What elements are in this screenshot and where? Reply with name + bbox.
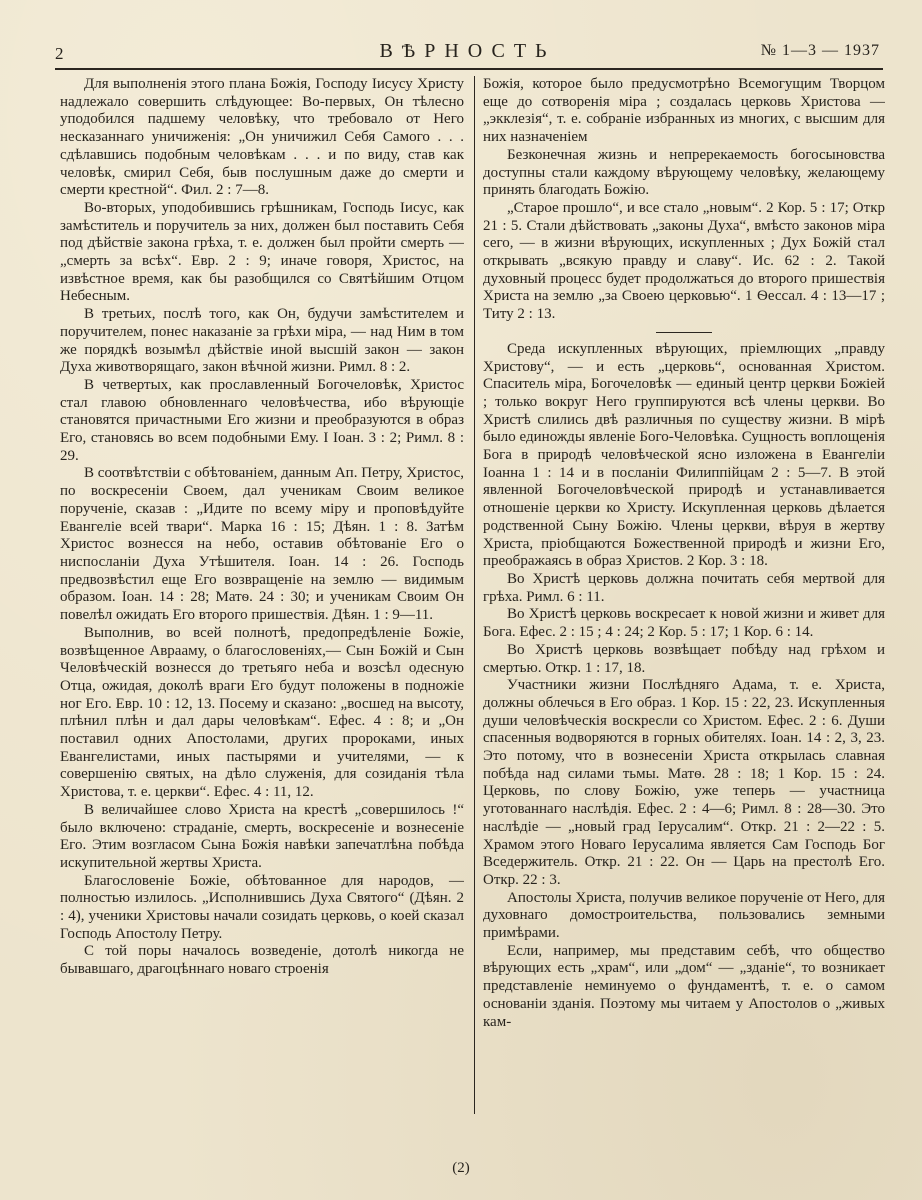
paragraph: Во Христѣ церковь воскресает к новой жизни и живет для Бога. Ефес. 2 : 15 ; 4 : 24; 2 Кор. 5 : 17; 1 Кор. 6 : 14.: [483, 606, 885, 641]
page-footer: (2): [452, 1160, 470, 1176]
paragraph: Во-вторых, уподобившись грѣшникам, Господь Іисус, как замѣститель и поручитель за них, должен был поставить Себя под дѣйствіе закона грѣха, т. е. должен был пройти смерть — „смерть за всѣх“. Евр. 2 : 9; иначе говоря, Христос, на извѣстное время, как бы разобщился со Святѣйшим Отцом Небесным.: [60, 199, 464, 305]
page-header: [55, 40, 880, 68]
paragraph: „Старое прошло“, и все стало „новым“. 2 Кор. 5 : 17; Откр 21 : 5. Стали дѣйствовать „законы Духа“, вмѣсто законов міра сего, — в жизни вѣрующих, искупленных ; Дух Божій стал открывать „всякую правду и славу“. Ис. 62 : 2. Такой духовный процесс будет продолжаться до второго пришествія Христа на землю „за Своею церковью“. 1 Ѳессал. 4 : 13—17 ; Титу 2 : 13.: [483, 199, 885, 323]
paragraph: Среда искупленных вѣрующих, пріемлющих „правду Христову“, — и есть „церковь“, основанная Христом. Спаситель міра, Богочеловѣк — единый центр церкви Божіей ; только вокруг Него группируются всѣ члены церкви. Во Христѣ слились двѣ различныя по существу жизни. В мірѣ было единожды явленіе Бого-Человѣка. Сущность воплощенія Бога в природѣ человѣческой ясно изложена в Евангеліи Іоанна 1 : 14 и в посланіи Филиппійцам 2 : 5—7. В этой явленной Богочеловѣческой природѣ и устанавливается отношеніе церкви ко Христу. Искупленная церковь дѣлается родственной Сыну Божію. Члены церкви, вѣруя в жертву Христа, пріобщаются Божественной природѣ и жизни Его, преображаясь в образ Христов. 2 Кор. 3 : 18.: [483, 340, 885, 570]
journal-title: ВѢРНОСТЬ: [379, 40, 556, 62]
paragraph: Благословеніе Божіе, обѣтованное для народов, — полностью излилось. „Исполнившись Духа Святого“ (Дѣян. 2 : 4), ученики Христовы начали созидать церковь, о коей сказал Господь Апостолу Петру.: [60, 872, 464, 942]
paragraph: Во Христѣ церковь должна почитать себя мертвой для грѣха. Римл. 6 : 11.: [483, 570, 885, 605]
right-column: [483, 76, 885, 1116]
paragraph: В третьих, послѣ того, как Он, будучи замѣстителем и поручителем, понес наказаніе за грѣхи міра, — над Ним в том же порядкѣ возымѣл дѣйствіе иной высшій закон — закон Духа животворящаго, закон вѣчной жизни. Римл. 8 : 2.: [60, 306, 464, 376]
paragraph: С той поры началось возведеніе, дотолѣ никогда не бывавшаго, драгоцѣннаго новаго строенія: [60, 943, 464, 978]
paragraph: В соотвѣтствіи с обѣтованіем, данным Ап. Петру, Христос, по воскресеніи Своем, дал ученикам Своим великое порученіе, сказав : „Идите по всему міру и проповѣдуйте Евангеліе всей твари“. Марка 16 : 15; Дѣян. 1 : 8. Затѣм Христос вознесся на небо, оставив обѣтованіе Его о ниспосланіи Духа Утѣшителя. Іоан. 14 : 26. Господь предвозвѣстил еще Его возвращеніе на землю — видимым образом. Іоан. 14 : 28; Матѳ. 24 : 30; и ученикам Своим Он повелѣл ожидать Его второго пришествія. Дѣян. 1 : 9—11.: [60, 465, 464, 624]
section-separator: [656, 332, 712, 333]
page-number: 2: [55, 44, 64, 63]
paragraph: Выполнив, во всей полнотѣ, предопредѣленіе Божіе, возвѣщенное Аврааму, о благословеніях,— Сын Божій и Сын Человѣческій вознесся до третьяго неба и возсѣл одесную Отца, ожидая, доколѣ враги Его будут положены в подножіе ног Его. Евр. 10 : 12, 13. Посему и сказано: „восшед на высоту, плѣнил плѣн и дал дары человѣкам“. Ефес. 4 : 8; и „Он поставил одних Апостолами, других пророками, иных Евангелистами, иных пастырями и учителями, — к совершенію святых, на дѣло служенія, для созиданія тѣла Христова, т. е. церкви“. Ефес. 4 : 11, 12.: [60, 624, 464, 801]
paragraph: В величайшее слово Христа на крестѣ „совершилось !“ было включено: страданіе, смерть, воскресеніе и вознесеніе Его. Этим возгласом Сына Божія навѣки запечатлѣна побѣда искупительной жертвы Христа.: [60, 801, 464, 871]
paragraph: В четвертых, как прославленный Богочеловѣк, Христос стал главою обновленнаго человѣчества, ибо вѣрующіе становятся причастными Его жизни и преобразуются в образ Его, становясь во всем подобными Ему. I Іоан. 3 : 2; Римл. 8 : 29.: [60, 376, 464, 464]
issue-number: № 1—3 — 1937: [760, 42, 880, 59]
paragraph: Апостолы Христа, получив великое порученіе от Него, для духовнаго домостроительства, пользовались земными примѣрами.: [483, 889, 885, 942]
paragraph: Божія, которое было предусмотрѣно Всемогущим Творцом еще до сотворенія міра ; создалась церковь Христова — „экклезія“, т. е. собраніе избранных из многих, с высшим для них назначеніем: [483, 76, 885, 146]
header-rule: [55, 68, 883, 70]
paragraph: Если, например, мы представим себѣ, что общество вѣрующих есть „храм“, или „дом“ — „зданіе“, то возникает представленіе неминуемо о фундаментѣ, т. е. о самом основаніи зданія. Поэтому мы читаем у Апостолов о „живых кам-: [483, 942, 885, 1030]
left-column: [60, 76, 464, 1116]
paragraph: Участники жизни Послѣдняго Адама, т. е. Христа, должны облечься в Его образ. 1 Кор. 15 : 22, 23. Искупленныя души человѣческія воскресли со Христом. Ефес. 2 : 6. Души спасенныя водворяются в горных обителях. Іоан. 14 : 2, 3, 23. Это потому, что в вознесеніи Христа открылась славная побѣда над силами тьмы. Матѳ. 28 : 18; 1 Кор. 15 : 24. Церковь, по слову Божію, уже теперь — участница уготованнаго наслѣдія. Ефес. 2 : 4—6; Римл. 8 : 28—30. Это наслѣдіе — „новый град Іерусалим“. Откр. 21 : 2—22 : 5. Храмом этого Новаго Іерусалима является Сам Господь Бог Вседержитель. Откр. 21 : 22. Он — Царь на престолѣ Его. Откр. 22 : 3.: [483, 677, 885, 888]
paragraph: Для выполненія этого плана Божія, Господу Іисусу Христу надлежало совершить слѣдующее: Во-первых, Он тѣлесно уподобился падшему человѣку, что требовало от Него несказаннаго уничиженія: „Он уничижил Себя Самого . . . сдѣлавшись подобным человѣкам . . . и по виду, став как человѣк, смирил Себя, быв послушным даже до смерти и смерти крестной“. Фил. 2 : 7—8.: [60, 76, 464, 199]
column-divider: [474, 76, 475, 1114]
paragraph: Во Христѣ церковь возвѣщает побѣду над грѣхом и смертью. Откр. 1 : 17, 18.: [483, 641, 885, 676]
paragraph: Безконечная жизнь и непререкаемость богосыновства доступны стали каждому вѣрующему человѣку, желающему принять благодать Божію.: [483, 146, 885, 199]
